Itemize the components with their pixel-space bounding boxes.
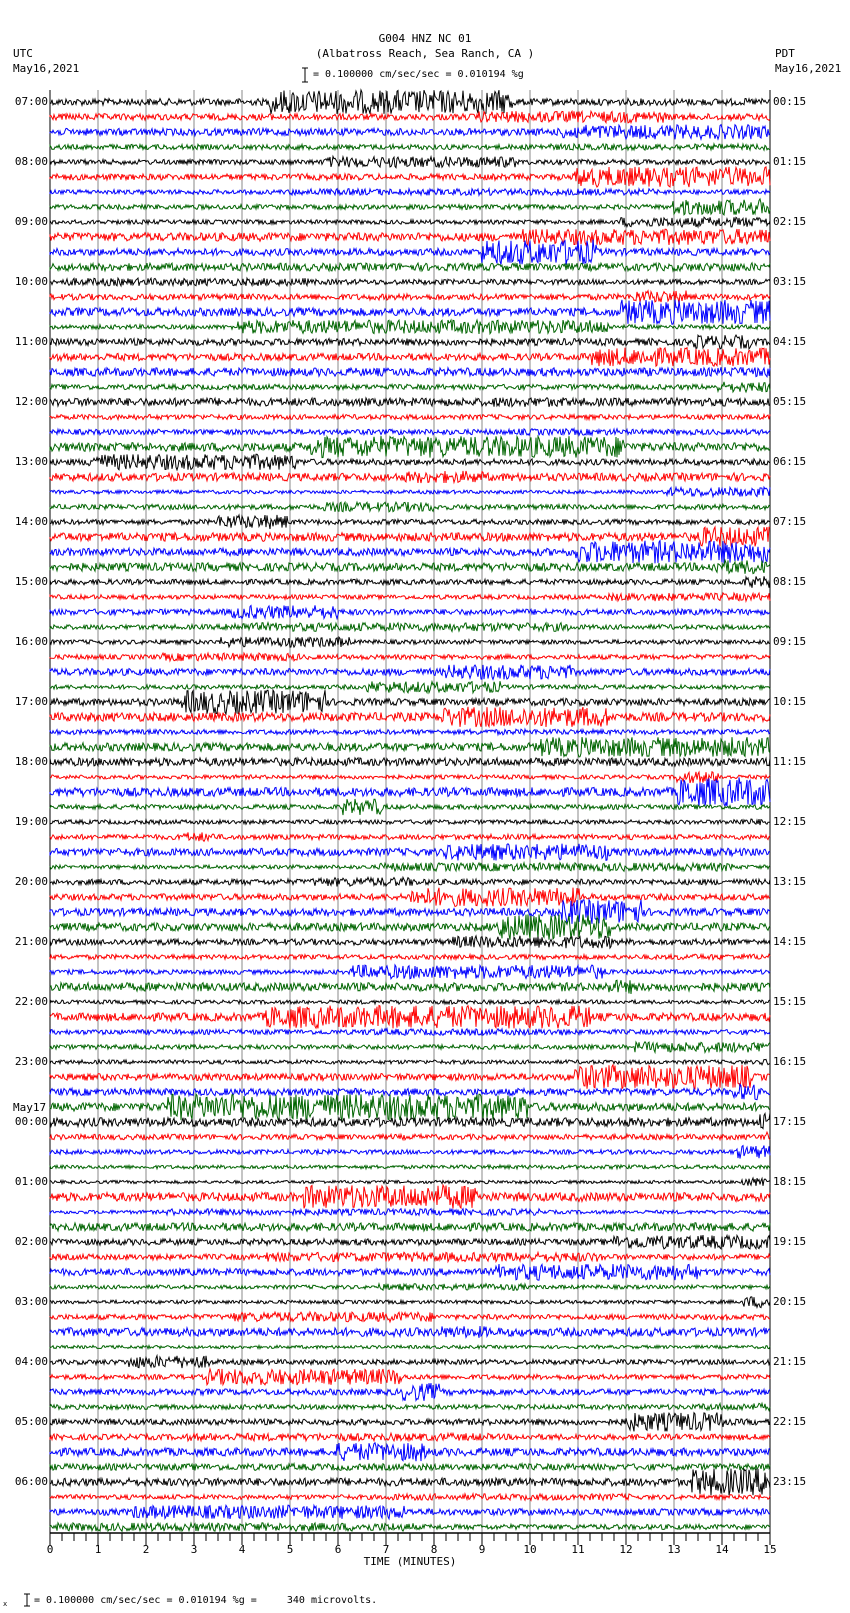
trace-10 <box>50 240 770 265</box>
footer-marker: x <box>3 1600 8 1608</box>
utc-hour-label: 09:00 <box>14 215 48 228</box>
trace-79 <box>50 1284 770 1291</box>
trace-87 <box>50 1403 770 1410</box>
trace-36 <box>50 637 770 647</box>
station-name: (Albatross Reach, Sea Ranch, CA ) <box>315 47 535 60</box>
trace-61 <box>50 1006 770 1029</box>
trace-89 <box>50 1433 770 1441</box>
trace-1 <box>50 111 770 123</box>
chart-title: G004 HNZ NC 01 <box>378 32 472 45</box>
trace-57 <box>50 954 770 959</box>
pdt-hour-label: 00:15 <box>773 95 807 108</box>
trace-67 <box>50 1094 770 1120</box>
trace-12 <box>50 278 770 286</box>
trace-69 <box>50 1132 770 1140</box>
trace-51 <box>50 863 770 871</box>
trace-54 <box>50 900 770 924</box>
trace-34 <box>50 605 770 618</box>
trace-20 <box>50 398 770 407</box>
utc-hour-label: 19:00 <box>14 815 48 828</box>
trace-59 <box>50 980 770 994</box>
trace-4 <box>50 156 770 167</box>
utc-hour-label: 05:00 <box>14 1415 48 1428</box>
utc-hour-label: 01:00 <box>14 1175 48 1188</box>
x-tick-label: 3 <box>190 1543 198 1556</box>
pdt-hour-label: 05:15 <box>773 395 807 408</box>
footer-scale-legend: = 0.100000 cm/sec/sec = 0.010194 %g = 340 microvolts. <box>34 1595 378 1606</box>
pdt-hour-label: 22:15 <box>773 1415 807 1428</box>
trace-91 <box>50 1464 770 1471</box>
trace-5 <box>50 167 770 187</box>
trace-73 <box>50 1185 770 1208</box>
trace-76 <box>50 1235 770 1249</box>
trace-16 <box>50 335 770 349</box>
trace-78 <box>50 1264 770 1280</box>
trace-65 <box>50 1065 770 1089</box>
trace-38 <box>50 665 770 680</box>
trace-81 <box>50 1312 770 1322</box>
utc-hour-label: 18:00 <box>14 755 48 768</box>
pdt-hour-label: 16:15 <box>773 1055 807 1068</box>
pdt-hour-label: 23:15 <box>773 1475 807 1488</box>
trace-68 <box>50 1113 770 1129</box>
trace-48 <box>50 819 770 825</box>
x-tick-label: 1 <box>94 1543 102 1556</box>
trace-30 <box>50 541 770 564</box>
trace-53 <box>50 888 770 907</box>
trace-71 <box>50 1165 770 1169</box>
x-tick-label: 14 <box>715 1543 729 1556</box>
x-tick-label: 12 <box>619 1543 633 1556</box>
x-axis-label: TIME (MINUTES) <box>363 1555 457 1568</box>
trace-62 <box>50 1029 770 1036</box>
trace-84 <box>50 1356 770 1368</box>
x-tick-label: 7 <box>382 1543 390 1556</box>
trace-80 <box>50 1297 770 1308</box>
trace-85 <box>50 1369 770 1385</box>
trace-21 <box>50 414 770 419</box>
trace-58 <box>50 965 770 979</box>
trace-93 <box>50 1494 770 1501</box>
x-tick-label: 0 <box>46 1543 54 1556</box>
trace-23 <box>50 436 770 458</box>
utc-hour-label: 23:00 <box>14 1055 48 1068</box>
utc-hour-label: 17:00 <box>14 695 48 708</box>
trace-29 <box>50 527 770 546</box>
trace-0 <box>50 90 770 114</box>
utc-hour-label: 14:00 <box>14 515 48 528</box>
trace-6 <box>50 189 770 196</box>
pdt-hour-label: 14:15 <box>773 935 807 948</box>
trace-64 <box>50 1059 770 1064</box>
trace-63 <box>50 1042 770 1053</box>
trace-35 <box>50 623 770 632</box>
trace-9 <box>50 229 770 245</box>
trace-15 <box>50 320 770 334</box>
pdt-hour-label: 12:15 <box>773 815 807 828</box>
trace-52 <box>50 877 770 886</box>
trace-77 <box>50 1252 770 1261</box>
utc-hour-label: 02:00 <box>14 1235 48 1248</box>
pdt-hour-label: 18:15 <box>773 1175 807 1188</box>
pdt-hour-label: 01:15 <box>773 155 807 168</box>
trace-92 <box>50 1469 770 1496</box>
trace-22 <box>50 429 770 436</box>
trace-41 <box>50 707 770 727</box>
trace-44 <box>50 758 770 766</box>
trace-70 <box>50 1146 770 1159</box>
trace-72 <box>50 1178 770 1186</box>
trace-24 <box>50 454 770 470</box>
left-date: May16,2021 <box>13 62 80 75</box>
pdt-hour-label: 09:15 <box>773 635 807 648</box>
trace-7 <box>50 199 770 215</box>
trace-60 <box>50 1000 770 1004</box>
pdt-hour-label: 10:15 <box>773 695 807 708</box>
pdt-hour-label: 04:15 <box>773 335 807 348</box>
trace-74 <box>50 1209 770 1216</box>
trace-55 <box>50 914 770 939</box>
utc-hour-label: 20:00 <box>14 875 48 888</box>
pdt-hour-label: 11:15 <box>773 755 807 768</box>
x-tick-label: 5 <box>286 1543 294 1556</box>
trace-88 <box>50 1413 770 1432</box>
trace-45 <box>50 772 770 783</box>
scale-legend: = 0.100000 cm/sec/sec = 0.010194 %g <box>313 69 524 80</box>
trace-94 <box>50 1505 770 1519</box>
x-tick-label: 13 <box>667 1543 681 1556</box>
pdt-hour-label: 20:15 <box>773 1295 807 1308</box>
trace-83 <box>50 1345 770 1349</box>
trace-11 <box>50 263 770 271</box>
pdt-hour-label: 07:15 <box>773 515 807 528</box>
x-tick-label: 11 <box>571 1543 585 1556</box>
left-timezone: UTC <box>13 47 33 60</box>
utc-hour-label: 10:00 <box>14 275 48 288</box>
trace-18 <box>50 367 770 377</box>
trace-33 <box>50 593 770 601</box>
right-date: May16,2021 <box>775 62 842 75</box>
pdt-hour-label: 06:15 <box>773 455 807 468</box>
trace-32 <box>50 576 770 588</box>
trace-19 <box>50 382 770 392</box>
trace-28 <box>50 515 770 529</box>
x-tick-label: 4 <box>238 1543 246 1556</box>
trace-25 <box>50 471 770 483</box>
trace-42 <box>50 729 770 735</box>
x-tick-label: 9 <box>478 1543 486 1556</box>
trace-50 <box>50 844 770 861</box>
utc-hour-label: 15:00 <box>14 575 48 588</box>
trace-14 <box>50 300 770 325</box>
utc-hour-label: 13:00 <box>14 455 48 468</box>
trace-86 <box>50 1383 770 1401</box>
pdt-hour-label: 15:15 <box>773 995 807 1008</box>
utc-hour-label: 16:00 <box>14 635 48 648</box>
trace-13 <box>50 291 770 304</box>
trace-3 <box>50 144 770 150</box>
x-tick-label: 8 <box>430 1543 438 1556</box>
trace-26 <box>50 487 770 496</box>
pdt-hour-label: 03:15 <box>773 275 807 288</box>
trace-75 <box>50 1223 770 1232</box>
trace-46 <box>50 777 770 806</box>
trace-82 <box>50 1326 770 1338</box>
x-tick-label: 15 <box>763 1543 777 1556</box>
trace-95 <box>50 1523 770 1531</box>
utc-hour-label: 03:00 <box>14 1295 48 1308</box>
pdt-hour-label: 21:15 <box>773 1355 807 1368</box>
x-tick-label: 6 <box>334 1543 342 1556</box>
utc-hour-label: 06:00 <box>14 1475 48 1488</box>
pdt-hour-label: 02:15 <box>773 215 807 228</box>
x-tick-label: 10 <box>523 1543 537 1556</box>
utc-hour-label: 04:00 <box>14 1355 48 1368</box>
utc-date-change-label: May17 <box>13 1101 47 1114</box>
trace-47 <box>50 799 770 815</box>
trace-31 <box>50 560 770 574</box>
pdt-hour-label: 08:15 <box>773 575 807 588</box>
utc-hour-label: 21:00 <box>14 935 48 948</box>
utc-hour-label: 08:00 <box>14 155 48 168</box>
trace-8 <box>50 217 770 227</box>
utc-hour-label: 07:00 <box>14 95 48 108</box>
trace-37 <box>50 653 770 661</box>
pdt-hour-label: 19:15 <box>773 1235 807 1248</box>
utc-hour-label: 22:00 <box>14 995 48 1008</box>
pdt-hour-label: 17:15 <box>773 1115 807 1128</box>
utc-hour-label: 11:00 <box>14 335 48 348</box>
x-tick-label: 2 <box>142 1543 150 1556</box>
trace-90 <box>50 1443 770 1461</box>
trace-43 <box>50 737 770 757</box>
trace-2 <box>50 125 770 140</box>
utc-hour-label: 12:00 <box>14 395 48 408</box>
trace-39 <box>50 681 770 693</box>
trace-40 <box>50 690 770 714</box>
utc-hour-label: 00:00 <box>14 1115 48 1128</box>
trace-27 <box>50 502 770 512</box>
right-timezone: PDT <box>775 47 795 60</box>
trace-49 <box>50 832 770 841</box>
pdt-hour-label: 13:15 <box>773 875 807 888</box>
trace-17 <box>50 348 770 366</box>
trace-56 <box>50 936 770 948</box>
